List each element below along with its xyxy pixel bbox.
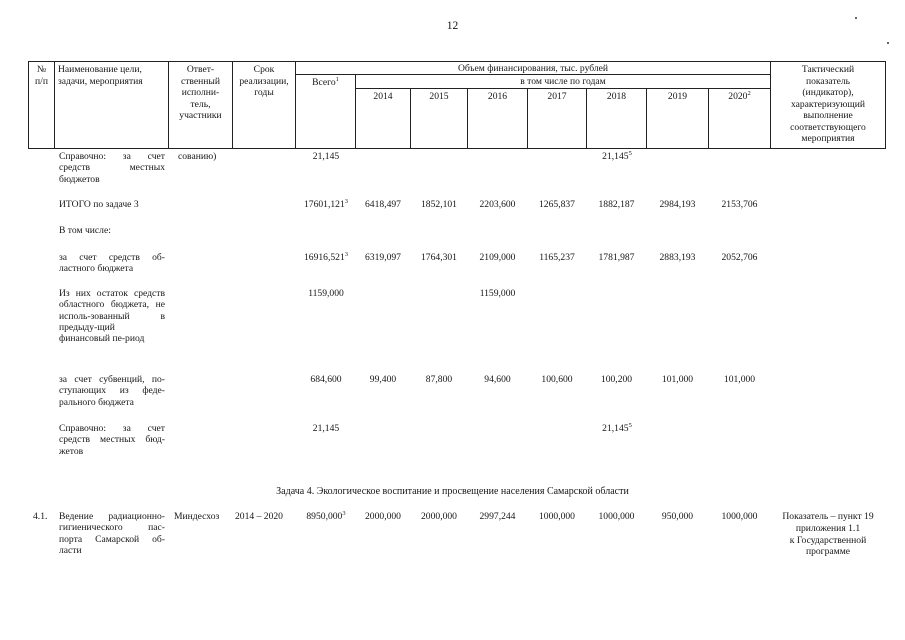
row-responsible: Миндесхоз [174, 511, 220, 522]
row-value-2016: 2203,600 [479, 199, 516, 210]
row-total [296, 199, 356, 211]
row-value-2014: 6319,097 [365, 252, 401, 263]
footnote: 5 [628, 421, 632, 429]
row-value-2019: 2984,193 [659, 199, 696, 210]
row-value-2018: 100,200 [600, 374, 633, 385]
header-year-2018: 2018 [586, 88, 647, 149]
row-name: Из них остаток средств областного бюджета, не исполь-зованный в предыду-щий финансовый пе-риод [59, 288, 165, 345]
scan-speck [855, 17, 857, 19]
scan-speck [887, 42, 889, 44]
row-name: ИТОГО по задаче 3 [59, 199, 139, 210]
row-indicator: Показатель – пункт 19 приложения 1.1 к Государственной программе [782, 511, 874, 558]
header-year-2019: 2019 [646, 88, 709, 149]
row-total [296, 252, 356, 264]
header-name: Наименование цели, задачи, мероприятия [54, 61, 169, 149]
row-total-text: 8950,000 [306, 511, 343, 522]
footnote: 3 [342, 509, 346, 517]
row-total: 21,145 [312, 423, 340, 434]
row-value-2018: 1781,987 [598, 252, 635, 263]
row-term: 2014 – 2020 [235, 511, 283, 522]
row-value-2015: 1764,301 [421, 252, 457, 263]
row-value-2016: 2109,000 [479, 252, 516, 263]
row-name: Справочно: за счет средств местных бюд-жетов [59, 423, 165, 457]
footnote: 5 [628, 149, 632, 157]
row-value-2020: 1000,000 [721, 511, 758, 522]
row-name: за счет средств об-ластного бюджета [59, 252, 165, 275]
header-year-2017: 2017 [527, 88, 587, 149]
row-value-2015: 1852,101 [421, 199, 457, 210]
row-value-2016: 2997,244 [479, 511, 516, 522]
header-total [295, 74, 356, 149]
row-value-2019: 950,000 [661, 511, 694, 522]
footnote: 3 [344, 250, 349, 258]
header-by-years: в том числе по годам [355, 74, 771, 89]
row-value-2019: 2883,193 [659, 252, 696, 263]
row-total: 684,600 [310, 374, 342, 385]
row-value-2018 [587, 151, 647, 163]
row-value-2019: 101,000 [661, 374, 694, 385]
row-total: 1159,000 [308, 288, 344, 299]
header-year-2016: 2016 [467, 88, 528, 149]
row-value-2017: 1165,237 [539, 252, 575, 263]
row-value-2017: 1265,837 [539, 199, 575, 210]
row-value-2017: 1000,000 [539, 511, 575, 522]
row-total [296, 511, 356, 523]
row-value-2020: 2052,706 [721, 252, 758, 263]
header-indicator: Тактический показатель (индикатор), характеризующий выполнение соответствующего мероприятия [770, 61, 886, 149]
task-heading: Задача 4. Экологическое воспитание и просвещение населения Самарской области [276, 486, 629, 497]
row-name: Справочно: за счет средств местных бюджетов [59, 151, 165, 185]
row-number: 4.1. [33, 511, 48, 522]
footnote: 3 [344, 197, 349, 205]
row-name: Ведение радиационно-гигиенического пас-порта Самарской об-ласти [59, 511, 165, 556]
row-value-2018-text: 21,145 [602, 423, 629, 434]
row-value-2020: 2153,706 [721, 199, 758, 210]
row-value-2016: 94,600 [484, 374, 511, 385]
row-total: 21,145 [312, 151, 340, 162]
row-value-2015: 2000,000 [421, 511, 457, 522]
row-value-2020: 101,000 [723, 374, 756, 385]
header-total-footnote: 1 [335, 75, 339, 83]
row-value-2016: 1159,000 [479, 288, 516, 299]
row-value-2015: 87,800 [425, 374, 453, 385]
row-responsible: сованию) [178, 151, 217, 162]
row-subheading: В том числе: [59, 225, 111, 236]
row-value-2018: 1000,000 [598, 511, 635, 522]
header-responsible: Ответ- ственный исполни- тель, участники [168, 61, 233, 149]
header-year-2014: 2014 [355, 88, 411, 149]
header-funding: Объем финансирования, тыс. рублей [295, 61, 771, 75]
header-year-2020 [708, 88, 771, 149]
header-year-2015: 2015 [410, 88, 468, 149]
header-year-2020-label: 2020 [728, 91, 748, 102]
row-value-2018-text: 21,145 [602, 151, 629, 162]
row-value-2014: 2000,000 [365, 511, 401, 522]
row-total-text: 16916,521 [303, 252, 345, 263]
row-total-text: 17601,121 [303, 199, 345, 210]
header-term: Срок реализации, годы [232, 61, 296, 149]
header-num: № п/п [28, 61, 55, 149]
row-value-2014: 99,400 [369, 374, 397, 385]
header-total-label: Всего [312, 77, 336, 88]
row-value-2018 [587, 423, 647, 435]
row-value-2014: 6418,497 [365, 199, 401, 210]
row-name: за счет субвенций, по-ступающих из феде-рального бюджета [59, 374, 165, 408]
header-year-2020-footnote: 2 [747, 89, 751, 97]
page-number: 12 [446, 20, 459, 32]
row-value-2018: 1882,187 [598, 199, 635, 210]
row-value-2017: 100,600 [541, 374, 573, 385]
